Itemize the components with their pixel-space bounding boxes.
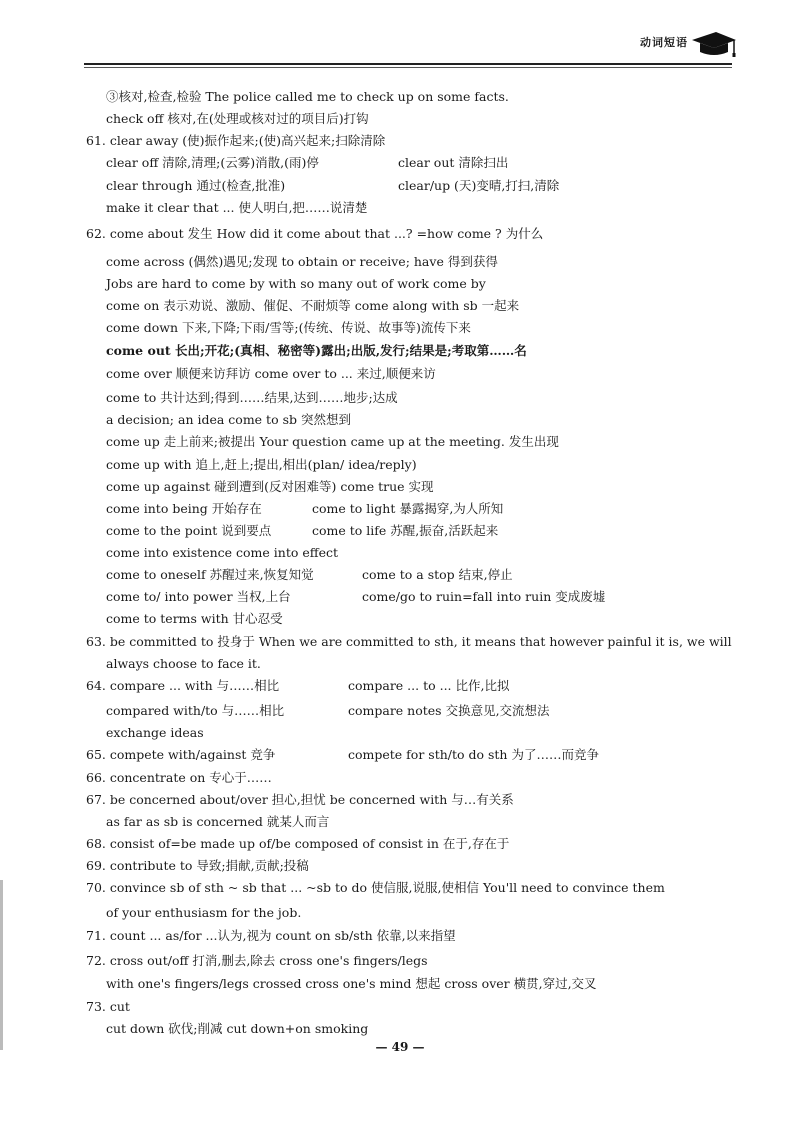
text-line: come/go to ruin=fall into ruin 变成废墟 [362, 589, 606, 604]
text-line: 66. concentrate on 专心于…… [86, 770, 272, 785]
text-line: ③核对,检查,检验 The police called me to check up on some facts. [106, 89, 509, 104]
text-line: come to life 苏醒,振奋,活跃起来 [312, 523, 499, 538]
text-line: as far as sb is concerned 就某人而言 [106, 814, 330, 829]
page-number: — 49 — [375, 1040, 425, 1054]
text-line: come up against 碰到遭到(反对困难等) come true 实现 [106, 479, 434, 494]
text-line: come up with 追上,赶上;提出,相出(plan/ idea/reply) [106, 457, 417, 472]
text-line: come to light 暴露揭穿,为人所知 [312, 501, 504, 516]
text-line: come down 下来,下降;下雨/雪等;(传统、传说、故事等)流传下来 [106, 320, 471, 335]
text-line: come to 共计达到;得到……结果,达到……地步;达成 [106, 390, 398, 405]
text-line: come up 走上前来;被提出 Your question came up at the meeting. 发生出现 [106, 434, 559, 449]
text-line: come on 表示劝说、激励、催促、不耐烦等 come along with sb 一起来 [106, 298, 520, 313]
text-line: clear through 通过(检查,批准) [106, 178, 286, 193]
text-line: come across (偶然)遇见;发现 to obtain or receive; have 得到获得 [106, 254, 498, 269]
scan-edge [0, 880, 3, 1050]
text-line: come to the point 说到要点 [106, 523, 272, 538]
text-line: 65. compete with/against 竞争 [86, 747, 276, 762]
text-line: 67. be concerned about/over 担心,担忧 be concerned with 与…有关系 [86, 792, 514, 807]
text-line: come into existence come into effect [106, 545, 339, 560]
header-rule [84, 63, 732, 65]
text-line: 70. convince sb of sth ~ sb that ... ~sb to do 使信服,说服,使相信 You'll need to convince them [86, 880, 665, 895]
text-line: a decision; an idea come to sb 突然想到 [106, 412, 351, 427]
text-line: 61. clear away (使)振作起来;(使)高兴起来;扫除清除 [86, 133, 386, 148]
text-line: come to/ into power 当权,上台 [106, 589, 291, 604]
text-line: 68. consist of=be made up of/be composed of consist in 在于,存在于 [86, 836, 510, 851]
header-rule-thin [84, 67, 732, 68]
text-line: come to a stop 结束,停止 [362, 567, 513, 582]
text-line: 62. come about 发生 How did it come about that ...? =how come ? 为什么 [86, 226, 544, 241]
text-line: come to oneself 苏醒过来,恢复知觉 [106, 567, 314, 582]
text-line: 64. compare ... with 与……相比 [86, 678, 280, 693]
text-line: compete for sth/to do sth 为了……而竞争 [348, 747, 599, 762]
text-line: 63. be committed to 投身于 When we are committed to sth, it means that however painful it is, we will [86, 634, 732, 649]
graduation-cap-icon [690, 28, 738, 58]
text-line: exchange ideas [106, 725, 204, 740]
text-line: with one's fingers/legs crossed cross one's mind 想起 cross over 横贯,穿过,交叉 [106, 976, 597, 991]
text-line: Jobs are hard to come by with so many out of work come by [106, 276, 486, 291]
text-line: 73. cut [86, 999, 130, 1014]
text-line: come out 长出;开花;(真相、秘密等)露出;出版,发行;结果是;考取第……名 [106, 343, 527, 358]
text-line: 71. count ... as/for ...认为,视为 count on sb/sth 依靠,以来指望 [86, 928, 456, 943]
text-line: clear off 清除,清理;(云雾)消散,(雨)停 [106, 155, 319, 170]
text-line: make it clear that ... 使人明白,把……说清楚 [106, 200, 368, 215]
text-line: compare notes 交换意见,交流想法 [348, 703, 550, 718]
text-line: come over 顺便来访拜访 come over to ... 来过,顺便来访 [106, 366, 436, 381]
text-line: 72. cross out/off 打消,删去,除去 cross one's fingers/legs [86, 953, 428, 968]
text-line: clear/up (天)变晴,打扫,清除 [398, 178, 560, 193]
text-line: come to terms with 甘心忍受 [106, 611, 283, 626]
text-line: always choose to face it. [106, 656, 261, 671]
text-line: 69. contribute to 导致;捐献,贡献;投稿 [86, 858, 309, 873]
text-line: check off 核对,在(处理或核对过的项目后)打钩 [106, 111, 369, 126]
text-line: come into being 开始存在 [106, 501, 262, 516]
header-title: 动词短语 [640, 36, 688, 49]
text-line: cut down 砍伐;削减 cut down+on smoking [106, 1021, 369, 1036]
text-line: of your enthusiasm for the job. [106, 905, 302, 920]
text-line: compare ... to ... 比作,比拟 [348, 678, 510, 693]
text-line: clear out 清除扫出 [398, 155, 509, 170]
text-line: compared with/to 与……相比 [106, 703, 285, 718]
